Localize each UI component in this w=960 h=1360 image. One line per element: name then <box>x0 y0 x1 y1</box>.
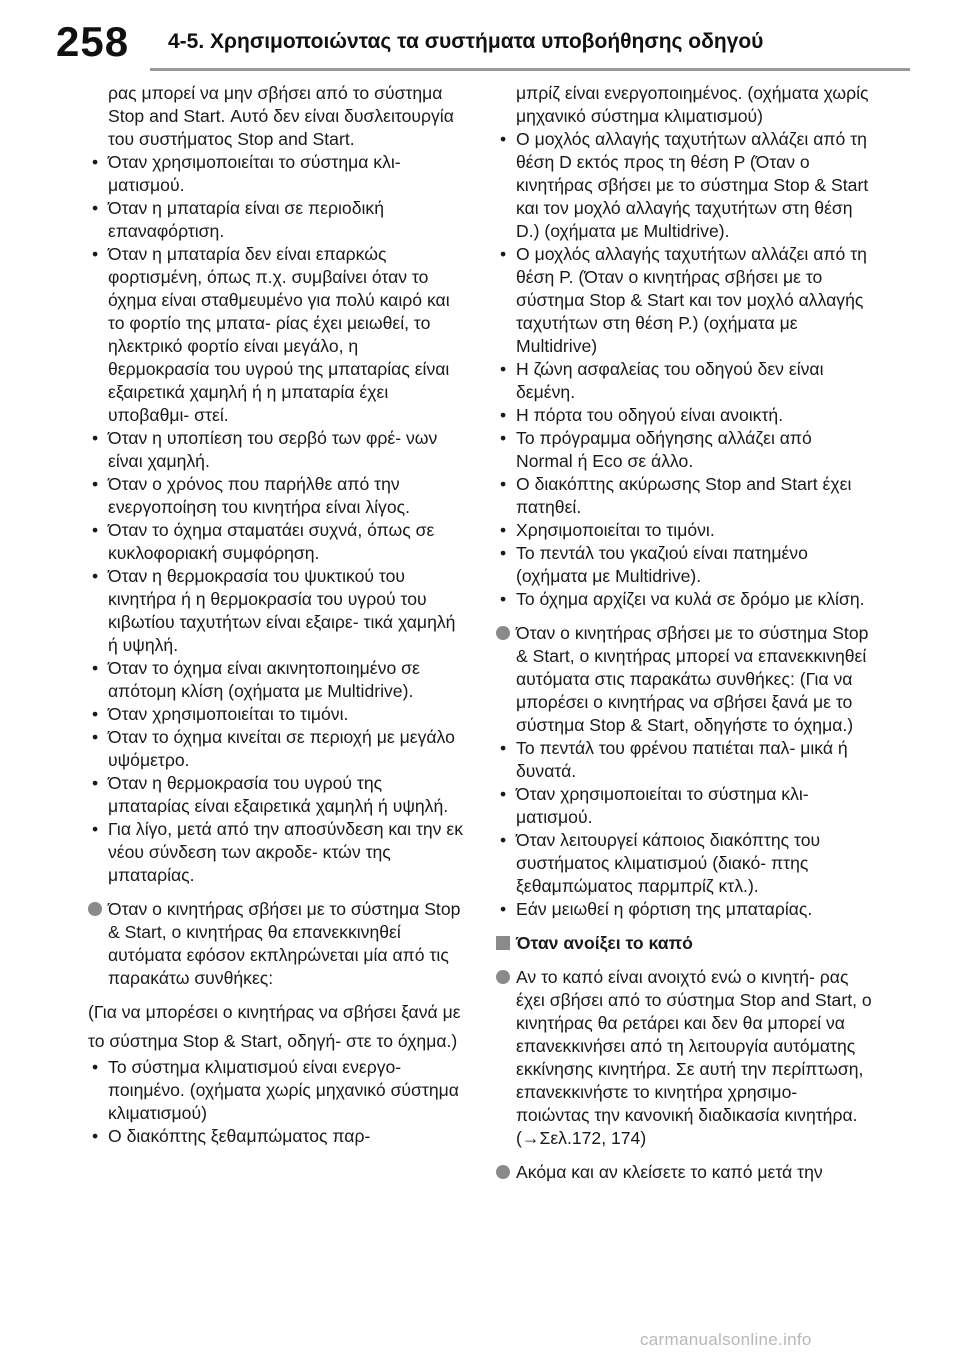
right-continuation: μπρίζ είναι ενεργοποιημένος. (οχήματα χωρίς μηχανικό σύστημα κλιματισμού) <box>516 83 869 126</box>
list-item: • Όταν χρησιμοποιείται το σύστημα κλι- ματισμού. <box>88 151 464 197</box>
list-item: • Εάν μειωθεί η φόρτιση της μπαταρίας. <box>496 898 872 921</box>
hood-close-paragraph <box>496 1161 872 1184</box>
paragraph-text: Όταν ο κινητήρας σβήσει με το σύστημα Stop & Start, ο κινητήρας θα επανεκκινηθεί αυτόματα εφόσον εκπληρώνεται μία από τις παρακάτω συνθήκες: <box>108 899 461 988</box>
right-column <box>496 82 872 1184</box>
square-bullet-icon <box>496 936 510 950</box>
hood-open-paragraph <box>496 966 872 1150</box>
list-item: • Όταν χρησιμοποιείται το τιμόνι. <box>88 703 464 726</box>
section-title: 4-5. Χρησιμοποιώντας τα συστήματα υποβοήθησης οδηγού <box>168 30 764 53</box>
circle-bullet-icon <box>88 902 102 916</box>
list-item: • Ο διακόπτης ακύρωσης Stop and Start έχει πατηθεί. <box>496 473 872 519</box>
list-item: • Όταν η μπαταρία δεν είναι επαρκώς φορτισμένη, όπως π.χ. συμβαίνει όταν το όχημα είναι σταθμευμένο για πολύ καιρό και το φορτίο της μπατα- ρίας έχει μειωθεί, το ηλεκτρικό φορτίο είναι μεγάλο, η θερμοκρασία του υγρού της μπαταρίας είναι εξαιρετικά χαμηλή ή η μπαταρία έχει υποβαθμι- στεί. <box>88 243 464 427</box>
paragraph-text: Όταν ο κινητήρας σβήσει με το σύστημα Stop & Start, ο κινητήρας μπορεί να επανεκκινηθεί αυτόματα στις παρακάτω συνθήκες: (Για να μπορέσει ο κινητήρας να σβήσει ξανά με το σύστημα Stop & Start, οδηγήστε το όχημα.) <box>516 623 869 735</box>
list-item: • Χρησιμοποιείται το τιμόνι. <box>496 519 872 542</box>
paragraph-text: Ακόμα και αν κλείσετε το καπό μετά την <box>516 1162 823 1182</box>
list-item: • Όταν χρησιμοποιείται το σύστημα κλι- ματισμού. <box>496 783 872 829</box>
intro-continuation: ρας μπορεί να μην σβήσει από το σύστημα Stop and Start. Αυτό δεν είναι δυσλειτουργία του συστήματος Stop and Start. <box>108 83 454 149</box>
page-header <box>0 0 960 80</box>
list-item: • Όταν η θερμοκρασία του υγρού της μπαταρίας είναι εξαιρετικά χαμηλή ή υψηλή. <box>88 772 464 818</box>
hood-open-heading <box>496 932 872 955</box>
list-item: • Όταν το όχημα είναι ακινητοποιημένο σε απότομη κλίση (οχήματα με Multidrive). <box>88 657 464 703</box>
list-item: • Η ζώνη ασφαλείας του οδηγού δεν είναι δεμένη. <box>496 358 872 404</box>
list-item: • Το όχημα αρχίζει να κυλά σε δρόμο με κλίση. <box>496 588 872 611</box>
list-item: • Όταν το όχημα σταματάει συχνά, όπως σε κυκλοφοριακή συμφόρηση. <box>88 519 464 565</box>
list-item: • Ο μοχλός αλλαγής ταχυτήτων αλλάζει από τη θέση P. (Όταν ο κινητήρας σβήσει με το σύστημα Stop & Start και τον μοχλό αλλαγής ταχυτήτων στη θέση P.) (οχήματα με Multidrive) <box>496 243 872 358</box>
heading-text: Όταν ανοίξει το καπό <box>516 933 693 953</box>
list-item: • Όταν λειτουργεί κάποιος διακόπτης του συστήματος κλιματισμού (διακό- πτης ξεθαμπώματος παρμπρίζ κτλ.). <box>496 829 872 898</box>
list-item: • Όταν το όχημα κινείται σε περιοχή με μεγάλο υψόμετρο. <box>88 726 464 772</box>
restart-list-a <box>496 128 872 611</box>
conditions-list-a <box>88 151 464 887</box>
note-paragraph: (Για να μπορέσει ο κινητήρας να σβήσει ξανά με το σύστημα Stop & Start, οδηγή- στε το όχημα.) <box>88 1002 461 1051</box>
list-item: • Η πόρτα του οδηγού είναι ανοικτή. <box>496 404 872 427</box>
circle-bullet-icon <box>496 626 510 640</box>
watermark: carmanualsonline.info <box>640 1330 812 1349</box>
auto-restart-paragraph <box>496 622 872 737</box>
list-item: • Όταν ο χρόνος που παρήλθε από την ενεργοποίηση του κινητήρα είναι λίγος. <box>88 473 464 519</box>
list-item: • Για λίγο, μετά από την αποσύνδεση και την εκ νέου σύνδεση των ακροδε- κτών της μπαταρίας. <box>88 818 464 887</box>
circle-bullet-icon <box>496 970 510 984</box>
restart-list-b <box>496 737 872 921</box>
list-item: • Το πεντάλ του γκαζιού είναι πατημένο (οχήματα με Multidrive). <box>496 542 872 588</box>
list-item: • Όταν η υποπίεση του σερβό των φρέ- νων είναι χαμηλή. <box>88 427 464 473</box>
restart-conditions-paragraph <box>88 898 464 990</box>
left-column <box>88 82 464 1148</box>
page-number: 258 <box>56 18 130 65</box>
circle-bullet-icon <box>496 1165 510 1179</box>
list-item: • Το σύστημα κλιματισμού είναι ενεργο- ποιημένο. (οχήματα χωρίς μηχανικό σύστημα κλιματισμού) <box>88 1056 464 1125</box>
list-item: • Όταν η μπαταρία είναι σε περιοδική επαναφόρτιση. <box>88 197 464 243</box>
conditions-list-b <box>88 1056 464 1148</box>
list-item: • Ο διακόπτης ξεθαμπώματος παρ- <box>88 1125 464 1148</box>
list-item: • Το πεντάλ του φρένου πατιέται παλ- μικά ή δυνατά. <box>496 737 872 783</box>
list-item: • Το πρόγραμμα οδήγησης αλλάζει από Normal ή Eco σε άλλο. <box>496 427 872 473</box>
list-item: • Ο μοχλός αλλαγής ταχυτήτων αλλάζει από τη θέση D εκτός προς τη θέση P (Όταν ο κινητήρας σβήσει με το σύστημα Stop & Start και τον μοχλό αλλαγής ταχυτήτων στη θέση D.) (οχήματα με Multidrive). <box>496 128 872 243</box>
list-item: • Όταν η θερμοκρασία του ψυκτικού του κινητήρα ή η θερμοκρασία του υγρού του κιβωτίου ταχυτήτων είναι εξαιρε- τικά χαμηλή ή υψηλή. <box>88 565 464 657</box>
paragraph-text: Αν το καπό είναι ανοιχτό ενώ ο κινητή- ρας έχει σβήσει από το σύστημα Stop and Start, ο κινητήρας θα ρετάρει και δεν θα μπορεί να επανεκκινήσει από τη λειτουργία αυτόματης εκκίνησης κινητήρα. Σε αυτή την περίπτωση, επανεκκινήστε το κινητήρα χρησιμο- ποιώντας την κανονική διαδικασία κινητήρα. (→Σελ.172, 174) <box>516 967 872 1148</box>
header-rule <box>150 68 910 71</box>
